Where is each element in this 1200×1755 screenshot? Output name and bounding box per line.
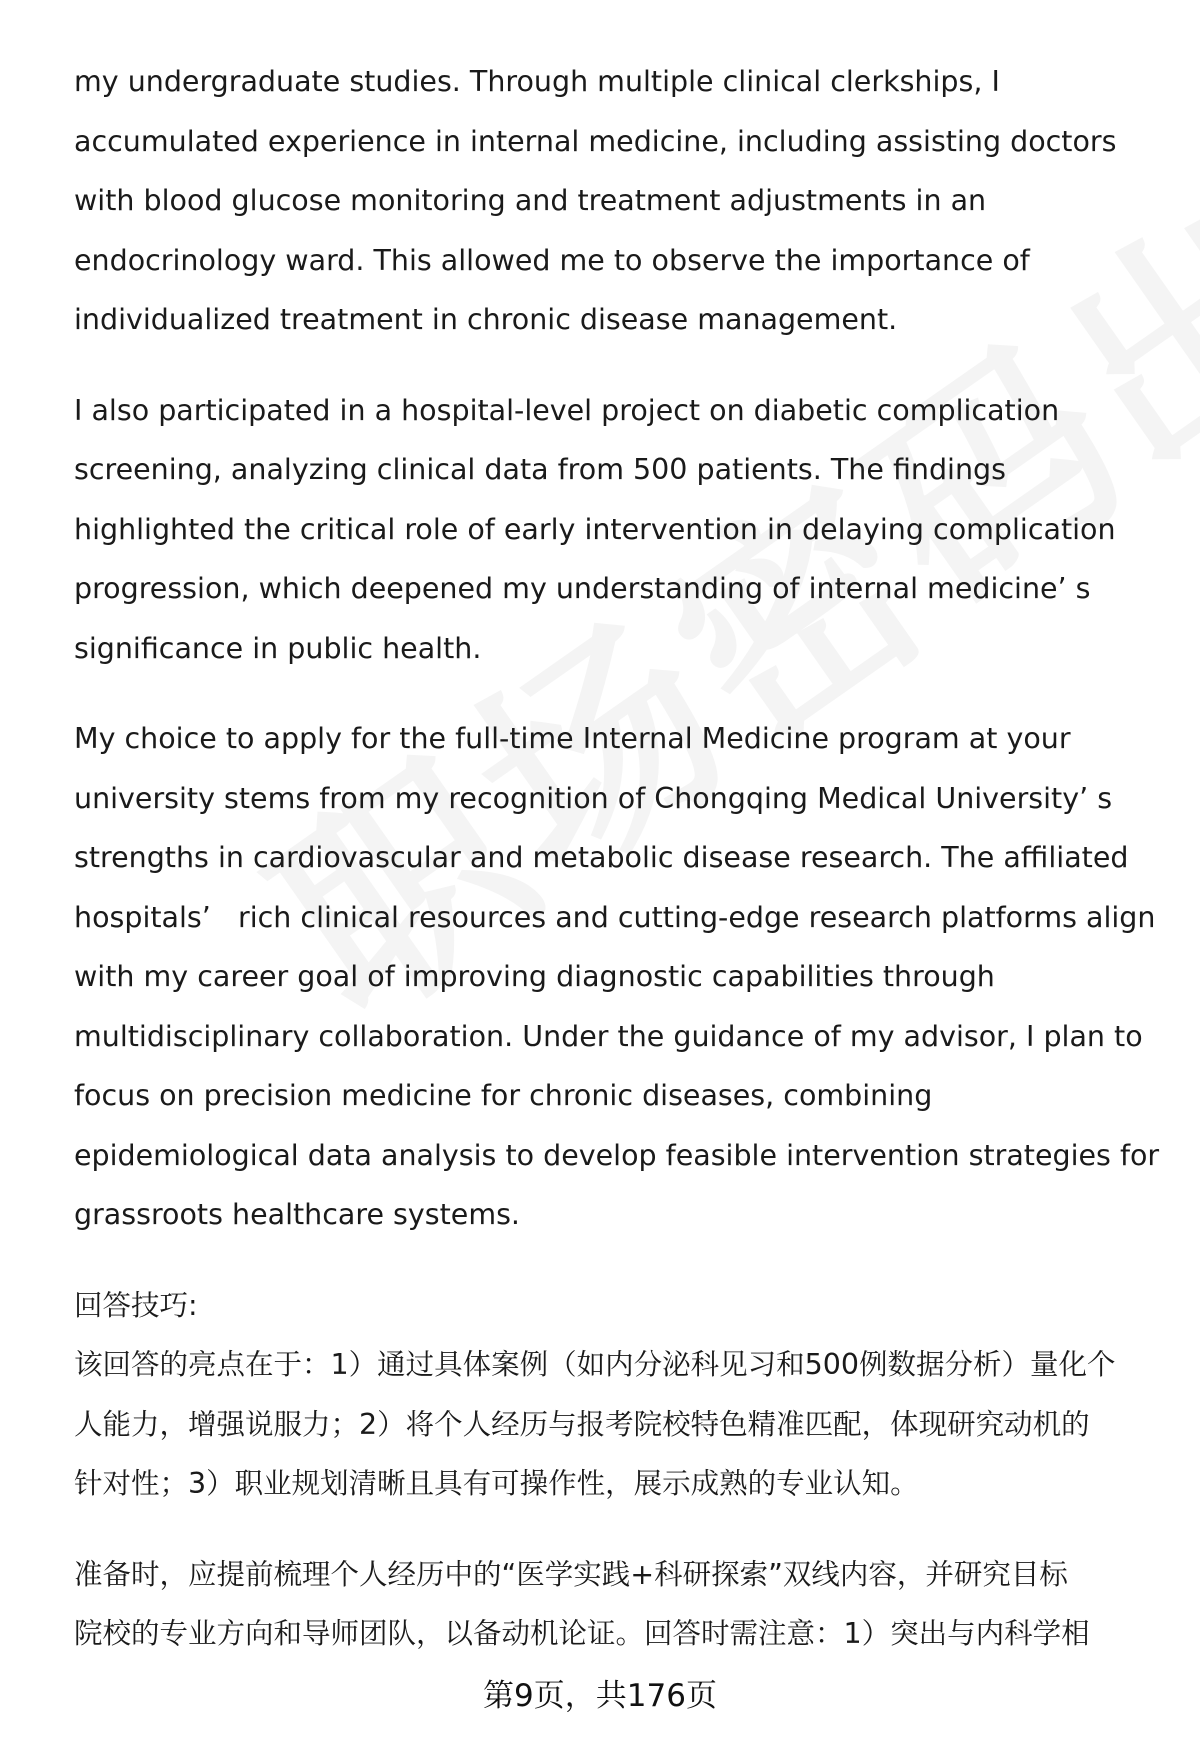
paragraph-research-project (74, 381, 1154, 679)
text-line: I also participated in a hospital-level project on diabetic complication (74, 393, 1060, 427)
answer-tips-section (74, 1276, 1154, 1664)
text-line: screening, analyzing clinical data from 500 patients. The findings (74, 453, 1006, 486)
text-line: with blood glucose monitoring and treatment adjustments in an (74, 184, 987, 217)
text-line: accumulated experience in internal medicine, including assisting doctors (74, 124, 1117, 158)
text-line: epidemiological data analysis to develop feasible intervention strategies for (74, 1138, 1160, 1172)
paragraph-program-choice (74, 709, 1160, 1245)
tips-heading: 回答技巧: (74, 1288, 198, 1322)
text-line: 针对性；3）职业规划清晰且具有可操作性，展示成熟的专业认知。 (74, 1467, 919, 1500)
text-line: grassroots healthcare systems. (74, 1198, 520, 1231)
document-body (74, 52, 1160, 1695)
text-line: with my career goal of improving diagnostic capabilities through (74, 960, 995, 993)
text-line: my undergraduate studies. Through multiple clinical clerkships, I (74, 65, 1000, 98)
text-line: university stems from my recognition of Chongqing Medical University’ s (74, 781, 1113, 815)
text-line: focus on precision medicine for chronic diseases, combining (74, 1079, 933, 1112)
text-line: multidisciplinary collaboration. Under the guidance of my advisor, I plan to (74, 1019, 1143, 1053)
text-line: individualized treatment in chronic disease management. (74, 303, 898, 336)
text-line: highlighted the critical role of early intervention in delaying complication (74, 512, 1116, 546)
page-number: 第9页，共176页 (483, 1678, 717, 1714)
text-line: hospitals’ rich clinical resources and cutting-edge research platforms align (74, 900, 1156, 934)
paragraph-clerkship (74, 52, 1154, 350)
text-line: endocrinology ward. This allowed me to observe the importance of (74, 243, 1030, 277)
tips-preparation-paragraph (74, 1545, 1154, 1664)
text-line: 该回答的亮点在于：1）通过具体案例（如内分泌科见习和500例数据分析）量化个 (74, 1348, 1116, 1381)
tips-highlights-paragraph (74, 1335, 1154, 1514)
text-line: progression, which deepened my understanding of internal medicine’ s (74, 572, 1091, 605)
text-line: 准备时，应提前梳理个人经历中的“医学实践+科研探索”双线内容，并研究目标 (74, 1557, 1068, 1591)
text-line: strengths in cardiovascular and metabolic disease research. The affiliated (74, 841, 1129, 874)
text-line: My choice to apply for the full-time Internal Medicine program at your (74, 722, 1071, 755)
text-line: 人能力，增强说服力；2）将个人经历与报考院校特色精准匹配，体现研究动机的 (74, 1407, 1090, 1441)
text-line: 院校的专业方向和导师团队，以备动机论证。回答时需注意：1）突出与内科学相 (74, 1617, 1090, 1650)
text-line: significance in public health. (74, 631, 482, 665)
